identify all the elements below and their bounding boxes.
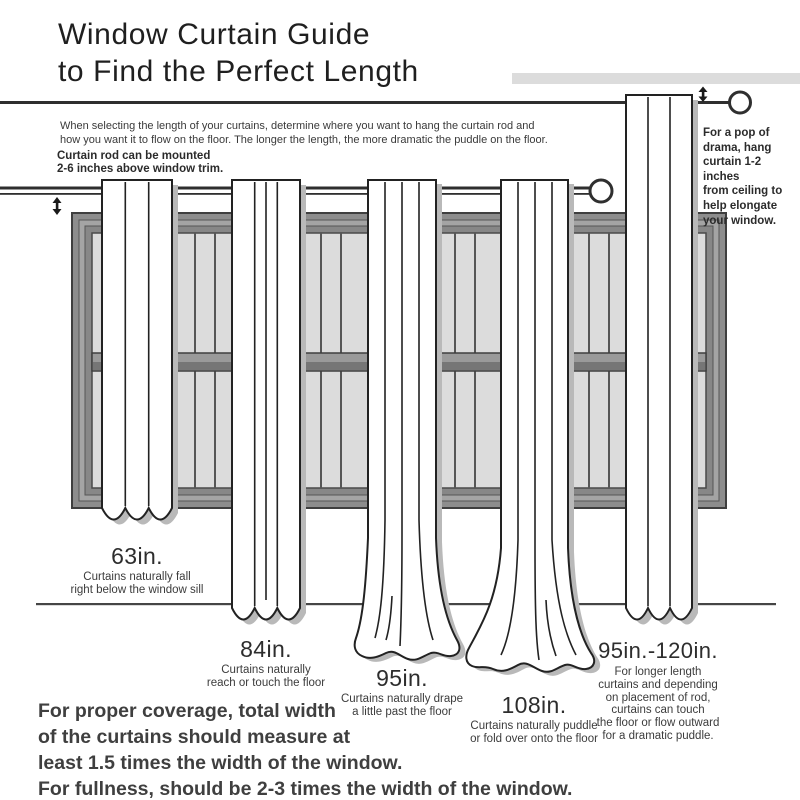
- length-description: Curtains naturally puddle or fold over onto the floor: [470, 720, 598, 745]
- rod-finial-icon: [730, 92, 751, 113]
- length-value: 63in.: [111, 543, 163, 569]
- label-95-120in: [573, 639, 743, 743]
- length-value: 108in.: [501, 692, 567, 718]
- length-value: 84in.: [240, 636, 292, 662]
- rod-mount-note: Curtain rod can be mounted 2-6 inches above window trim.: [57, 150, 224, 175]
- length-value: 95in.-120in.: [598, 638, 718, 663]
- length-description: Curtains naturally reach or touch the floor: [206, 664, 326, 689]
- ceiling-hang-note: For a pop of drama, hang curtain 1-2 inches from ceiling to help elongate your window.: [703, 127, 783, 227]
- rod-finial-icon: [590, 180, 612, 202]
- length-description: For longer length curtains and depending on placement of rod, curtains can touch the floor or flow outward for a dramatic puddle.: [596, 666, 720, 742]
- curtain-84in: [232, 180, 306, 625]
- curtain-95-120in: [626, 95, 698, 625]
- ceiling-bar: [512, 73, 800, 84]
- length-description: Curtains naturally fall right below the window sill: [70, 571, 204, 596]
- curtain-63in: [102, 180, 178, 525]
- page-title-line1: Window Curtain Guide: [58, 18, 371, 51]
- coverage-note: For proper coverage, total width of the curtains should measure at least 1.5 times the width of the window. For fullness, should be 2-3 times the width of the window.: [38, 700, 573, 800]
- up-down-arrow-icon: [53, 197, 62, 215]
- length-description: Curtains naturally drape a little past the floor: [340, 693, 464, 718]
- up-down-arrow-icon: [699, 87, 708, 103]
- page-title-line2: to Find the Perfect Length: [58, 55, 419, 88]
- intro-paragraph: When selecting the length of your curtains, determine where you want to hang the curtain rod and how you want it to flow on the floor. The longer the length, the more dramatic the puddle on the floor.: [60, 120, 548, 146]
- page-title: [58, 16, 419, 90]
- length-value: 95in.: [376, 665, 428, 691]
- label-63in: [57, 544, 217, 597]
